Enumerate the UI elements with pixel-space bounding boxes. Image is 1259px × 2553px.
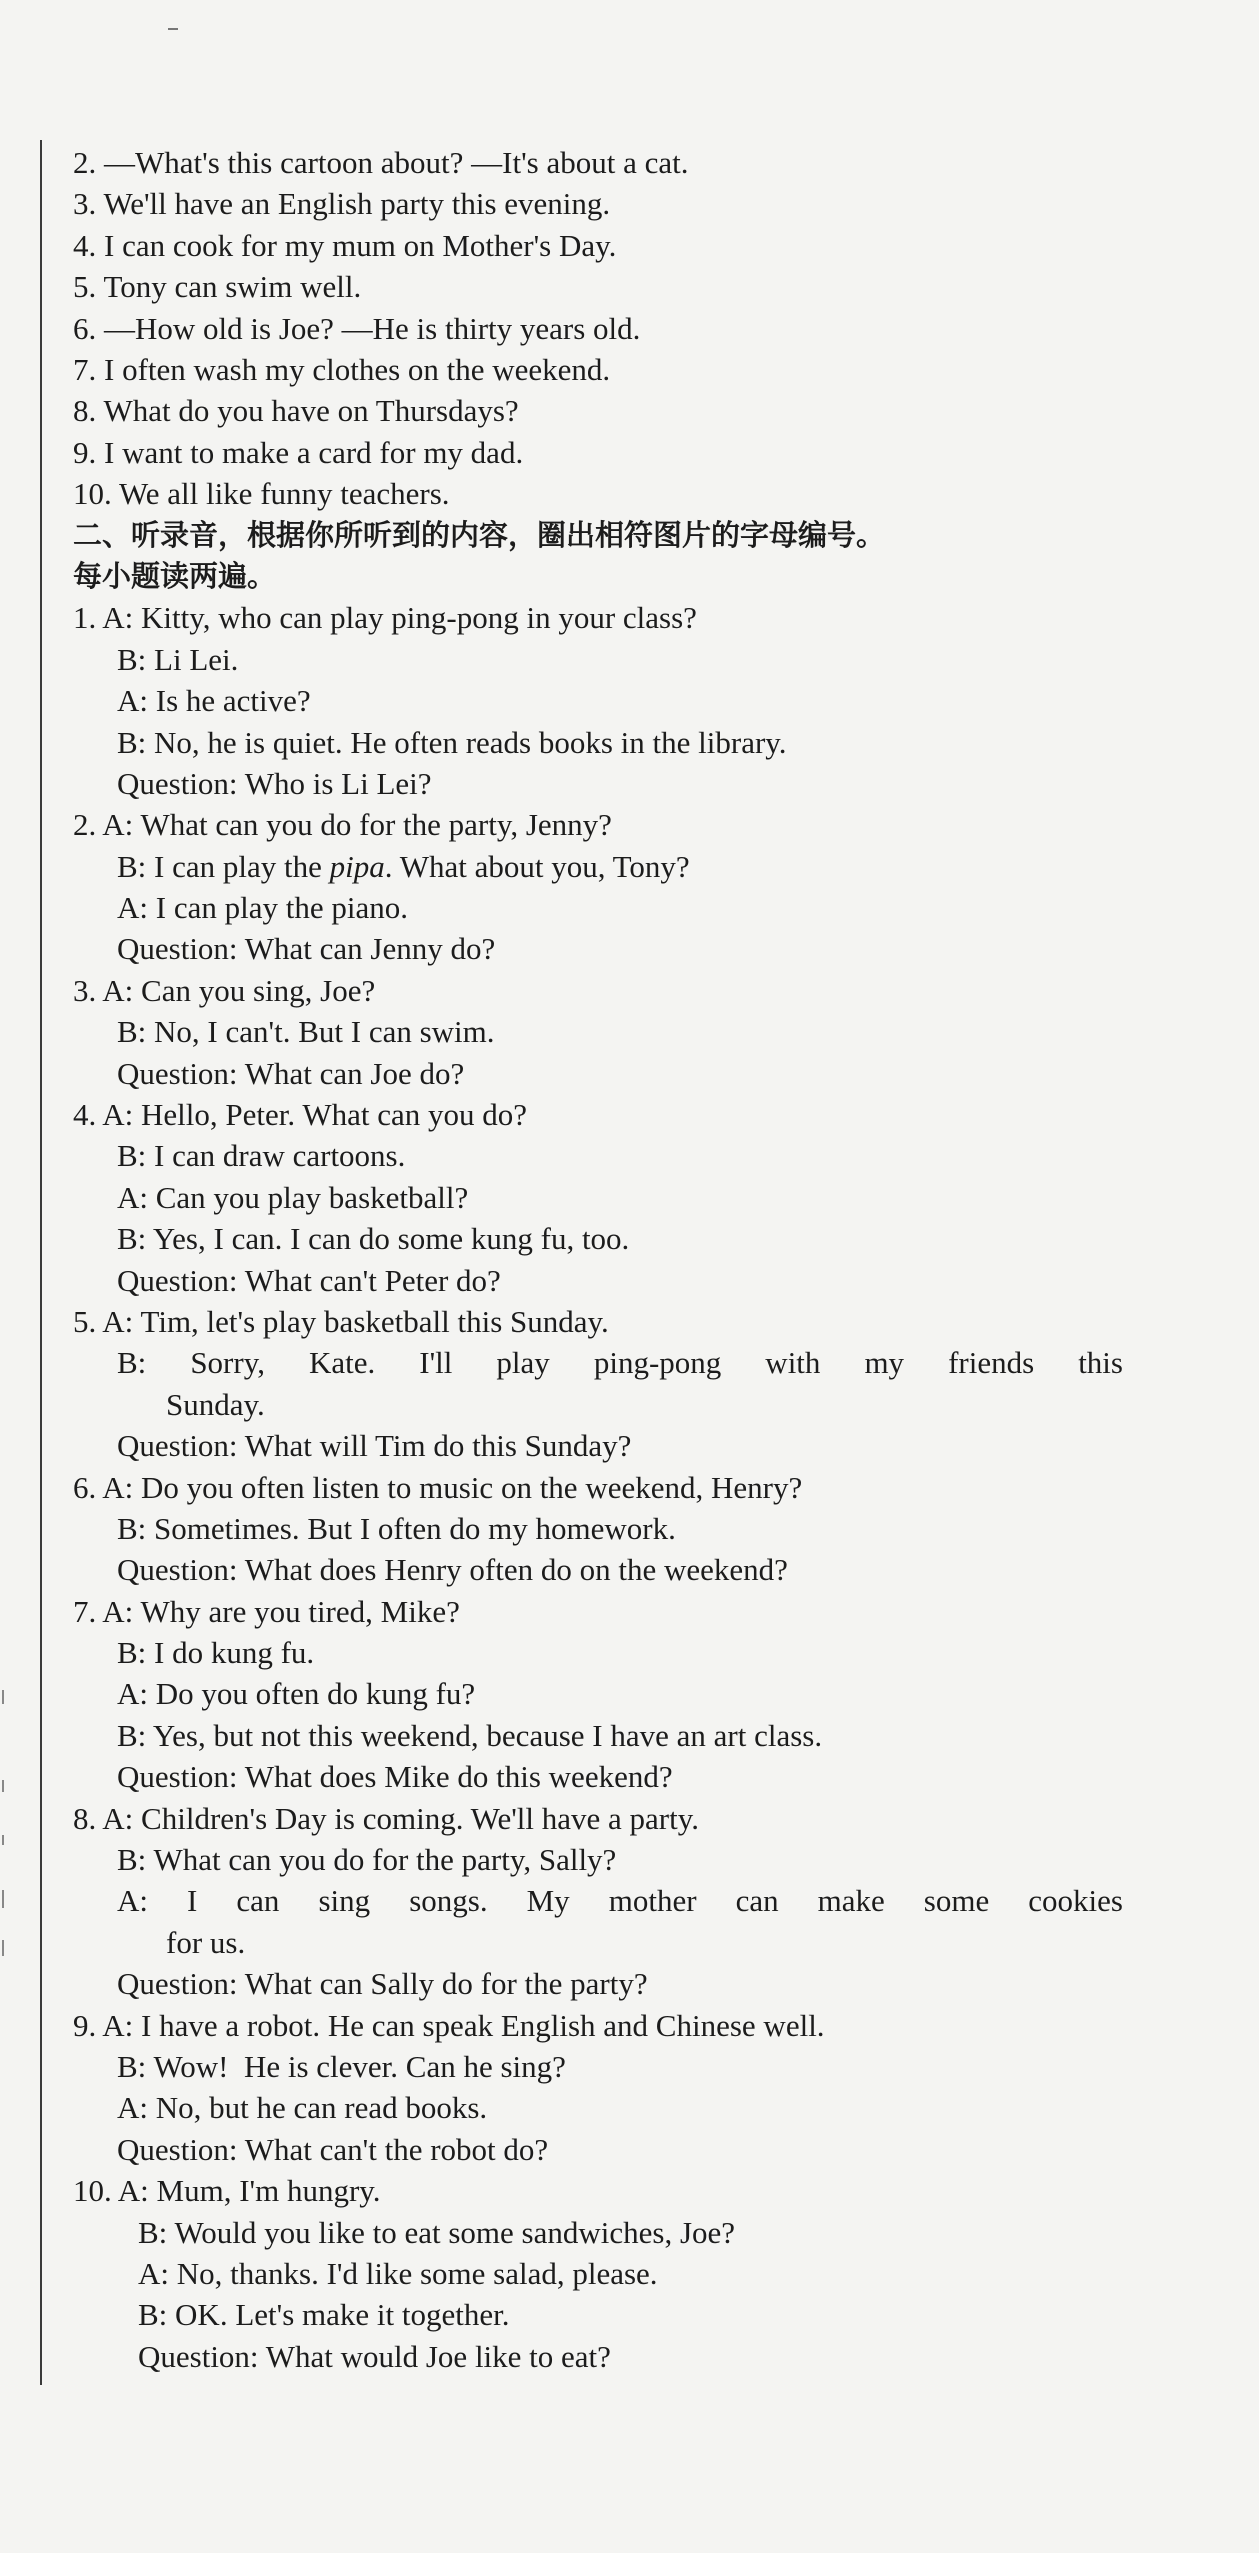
section-title (73, 515, 1103, 598)
sentence-line: 9. I want to make a card for my dad. (73, 434, 524, 470)
dialogue-line (73, 846, 1193, 887)
dialogue-line: B: Sometimes. But I often do my homework. (117, 1510, 676, 1546)
sentence-line: 4. I can cook for my mum on Mother's Day. (73, 227, 617, 263)
dialogue-line: 5. A: Tim, let's play basketball this Sunday. (73, 1303, 609, 1339)
dialogue-line: 3. A: Can you sing, Joe? (73, 972, 376, 1008)
dialogue-line: 4. A: Hello, Peter. What can you do? (73, 1097, 527, 1133)
dialogue-line: A: No, but he can read books. (117, 2090, 488, 2126)
edge-mark (2, 1690, 4, 1704)
sentence-line: 10. We all like funny teachers. (73, 476, 450, 512)
question-line: Question: What can Joe do? (117, 1055, 465, 1091)
edge-mark (2, 1890, 4, 1908)
question-line: Question: Who is Li Lei? (117, 765, 432, 801)
dialogue-line: A: Can you play basketball? (117, 1179, 469, 1215)
dialogue-line: 2. A: What can you do for the party, Jenny? (73, 807, 612, 843)
top-mark (168, 28, 178, 30)
dialogue-line: B: No, he is quiet. He often reads books in the library. (117, 724, 787, 760)
edge-mark (2, 1940, 4, 1956)
dialogue-line: B: Yes, I can. I can do some kung fu, too. (117, 1221, 630, 1257)
sentence-line: 3. We'll have an English party this evening. (73, 186, 611, 222)
sentence-line: 6. —How old is Joe? —He is thirty years old. (73, 310, 641, 346)
question-line: Question: What will Tim do this Sunday? (117, 1428, 632, 1464)
sentence-line: 8. What do you have on Thursdays? (73, 393, 519, 429)
dialogue-text: B: I can play the (117, 848, 330, 884)
dialogue-line: 8. A: Children's Day is coming. We'll have a party. (73, 1800, 699, 1836)
dialogue-line: 7. A: Why are you tired, Mike? (73, 1593, 460, 1629)
dialogue-line: B: I can draw cartoons. (117, 1138, 406, 1174)
dialogue-line: A: No, thanks. I'd like some salad, please. (138, 2255, 658, 2291)
dialogue-line: B: Yes, but not this weekend, because I have an art class. (117, 1717, 823, 1753)
edge-mark (2, 1835, 4, 1845)
question-line: Question: What can't Peter do? (117, 1262, 501, 1298)
dialogue-line: 9. A: I have a robot. He can speak English and Chinese well. (73, 2007, 825, 2043)
dialogue-line: 6. A: Do you often listen to music on the weekend, Henry? (73, 1469, 803, 1505)
dialogue-line: A: I can sing songs. My mother can make some cookies (117, 1883, 1123, 1919)
dialogue-line: 10. A: Mum, I'm hungry. (73, 2173, 381, 2209)
dialogue-line: B: Would you like to eat some sandwiches, Joe? (138, 2214, 736, 2250)
dialogue-line: A: Do you often do kung fu? (117, 1676, 476, 1712)
margin-rule (40, 140, 42, 2385)
question-line: Question: What does Henry often do on the weekend? (117, 1552, 788, 1588)
dialogue-text: . What about you, Tony? (384, 848, 690, 884)
sentence-line: 7. I often wash my clothes on the weekend. (73, 351, 611, 387)
dialogue-line: 1. A: Kitty, who can play ping-pong in your class? (73, 600, 697, 636)
dialogue-line: B: No, I can't. But I can swim. (117, 1014, 495, 1050)
dialogue-line: Sunday. (166, 1386, 265, 1422)
edge-mark (2, 1780, 4, 1792)
dialogue-line: A: I can play the piano. (117, 890, 408, 926)
italic-word: pipa (329, 848, 385, 884)
question-line: Question: What can Jenny do? (117, 931, 496, 967)
dialogue-line: for us. (166, 1924, 246, 1960)
dialogue-line: A: Is he active? (117, 683, 311, 719)
question-line: Question: What does Mike do this weekend? (117, 1759, 673, 1795)
dialogue-line: B: Wow! He is clever. Can he sing? (117, 2049, 566, 2084)
dialogue-line: B: OK. Let's make it together. (138, 2297, 510, 2333)
question-line: Question: What can Sally do for the party? (117, 1966, 648, 2002)
question-line: Question: What can't the robot do? (117, 2131, 549, 2167)
document-body (73, 142, 1193, 2377)
dialogue-line: B: What can you do for the party, Sally? (117, 1842, 617, 1878)
section-title-line: 二、听录音，根据你所听到的内容，圈出相符图片的字母编号。 (73, 517, 886, 552)
dialogue-line: B: Li Lei. (117, 641, 239, 677)
sentence-line: 2. —What's this cartoon about? —It's about a cat. (73, 145, 689, 180)
question-line: Question: What would Joe like to eat? (138, 2338, 611, 2374)
section-title-line: 每小题读两遍。 (73, 558, 277, 593)
dialogue-line: B: I do kung fu. (117, 1635, 315, 1671)
dialogue-line: B: Sorry, Kate. I'll play ping-pong with my friends this (117, 1345, 1123, 1381)
sentence-line: 5. Tony can swim well. (73, 269, 362, 305)
